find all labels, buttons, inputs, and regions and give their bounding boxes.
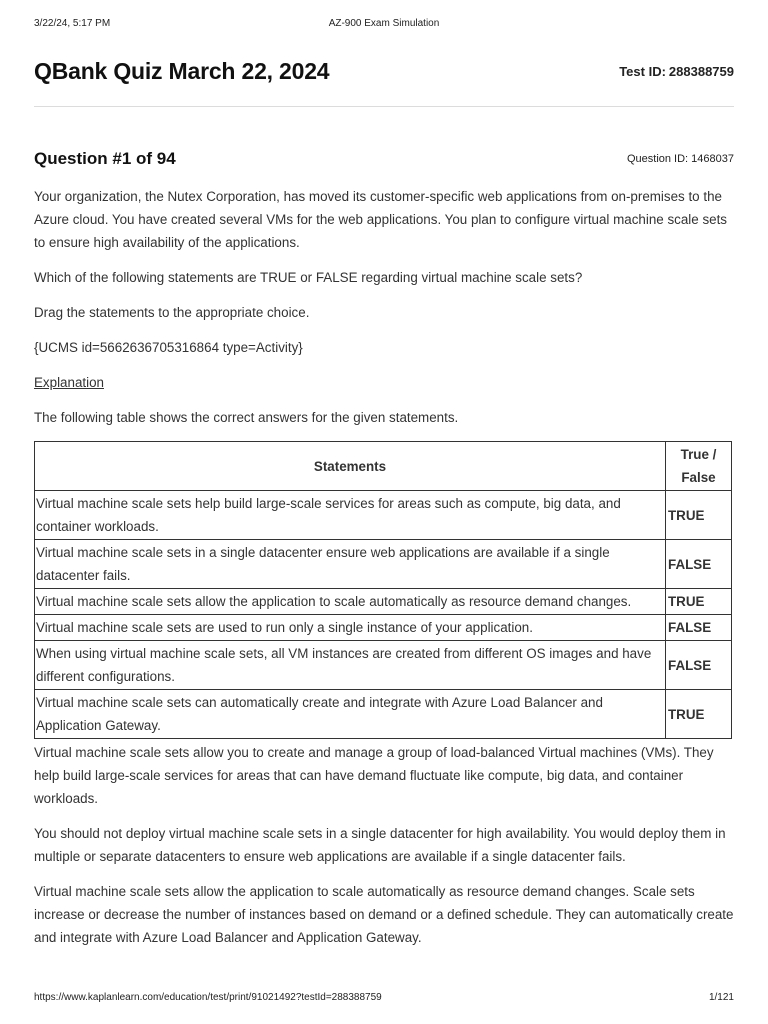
test-id bbox=[619, 64, 734, 79]
print-header bbox=[34, 18, 734, 32]
statement-cell: Virtual machine scale sets help build large-scale services for areas such as compute, big data, and container workloads. bbox=[35, 491, 666, 540]
answer-cell: TRUE bbox=[666, 589, 732, 615]
explanation-paragraph: You should not deploy virtual machine scale sets in a single datacenter for high availability. You would deploy them in multiple or separate datacenters to ensure web applications are available if a single datacenter fails. bbox=[34, 826, 726, 864]
table-header-true-false: True / False bbox=[666, 442, 732, 491]
statement-cell: Virtual machine scale sets allow the application to scale automatically as resource demand changes. bbox=[35, 589, 666, 615]
table-row bbox=[35, 540, 732, 589]
explanation-intro: The following table shows the correct answers for the given statements. bbox=[34, 410, 459, 425]
question-paragraph: Your organization, the Nutex Corporation, has moved its customer-specific web applications from on-premises to the Azure cloud. You have created several VMs for the web applications. You plan to configure virtual machine scale sets to ensure high availability of the applications. bbox=[34, 189, 728, 250]
question-paragraph: Drag the statements to the appropriate choice. bbox=[34, 305, 310, 320]
statement-cell: Virtual machine scale sets can automatically create and integrate with Azure Load Balancer and Application Gateway. bbox=[35, 690, 666, 739]
test-id-label: Test ID: bbox=[619, 64, 666, 79]
page-number: 1/121 bbox=[708, 992, 734, 1003]
question-number: Question #1 of 94 bbox=[34, 149, 176, 168]
question-header bbox=[34, 149, 734, 173]
table-header-row bbox=[35, 442, 732, 491]
answers-table bbox=[34, 441, 732, 739]
answer-cell: TRUE bbox=[666, 690, 732, 739]
answer-cell: FALSE bbox=[666, 641, 732, 690]
explanation-paragraph: Virtual machine scale sets allow the application to scale automatically as resource demand changes. Scale sets increase or decrease the number of instances based on demand or a defined schedule. They can automatically create and integrate with Azure Load Balancer and Application Gateway. bbox=[34, 884, 734, 945]
explanation-paragraph: Virtual machine scale sets allow you to create and manage a group of load-balanced Virtual machines (VMs). They help build large-scale services for areas that can have demand fluctuate like compute, big data, and container workloads. bbox=[34, 745, 714, 806]
question-id: Question ID: 1468037 bbox=[626, 153, 734, 165]
statement-cell: Virtual machine scale sets are used to run only a single instance of your application. bbox=[35, 615, 666, 641]
print-title: AZ-900 Exam Simulation bbox=[328, 18, 440, 29]
question-paragraph: {UCMS id=5662636705316864 type=Activity} bbox=[34, 340, 303, 355]
table-row bbox=[35, 690, 732, 739]
explanation-link[interactable]: Explanation bbox=[34, 375, 104, 390]
table-row bbox=[35, 615, 732, 641]
table-header-statements: Statements bbox=[35, 442, 666, 491]
question-paragraph: Which of the following statements are TRUE or FALSE regarding virtual machine scale sets? bbox=[34, 270, 583, 285]
question-content bbox=[34, 185, 734, 961]
test-id-value: 288388759 bbox=[668, 64, 734, 79]
answer-cell: FALSE bbox=[666, 615, 732, 641]
page-title: QBank Quiz March 22, 2024 bbox=[34, 58, 330, 84]
table-row bbox=[35, 641, 732, 690]
answer-cell: TRUE bbox=[666, 491, 732, 540]
print-url: https://www.kaplanlearn.com/education/test/print/91021492?testId=288388759 bbox=[34, 992, 382, 1003]
quiz-header bbox=[34, 58, 734, 107]
print-footer bbox=[34, 992, 734, 1006]
statement-cell: Virtual machine scale sets in a single datacenter ensure web applications are available if a single datacenter fails. bbox=[35, 540, 666, 589]
print-date: 3/22/24, 5:17 PM bbox=[34, 18, 111, 29]
answer-cell: FALSE bbox=[666, 540, 732, 589]
table-row bbox=[35, 491, 732, 540]
statement-cell: When using virtual machine scale sets, all VM instances are created from different OS images and have different configurations. bbox=[35, 641, 666, 690]
table-row bbox=[35, 589, 732, 615]
